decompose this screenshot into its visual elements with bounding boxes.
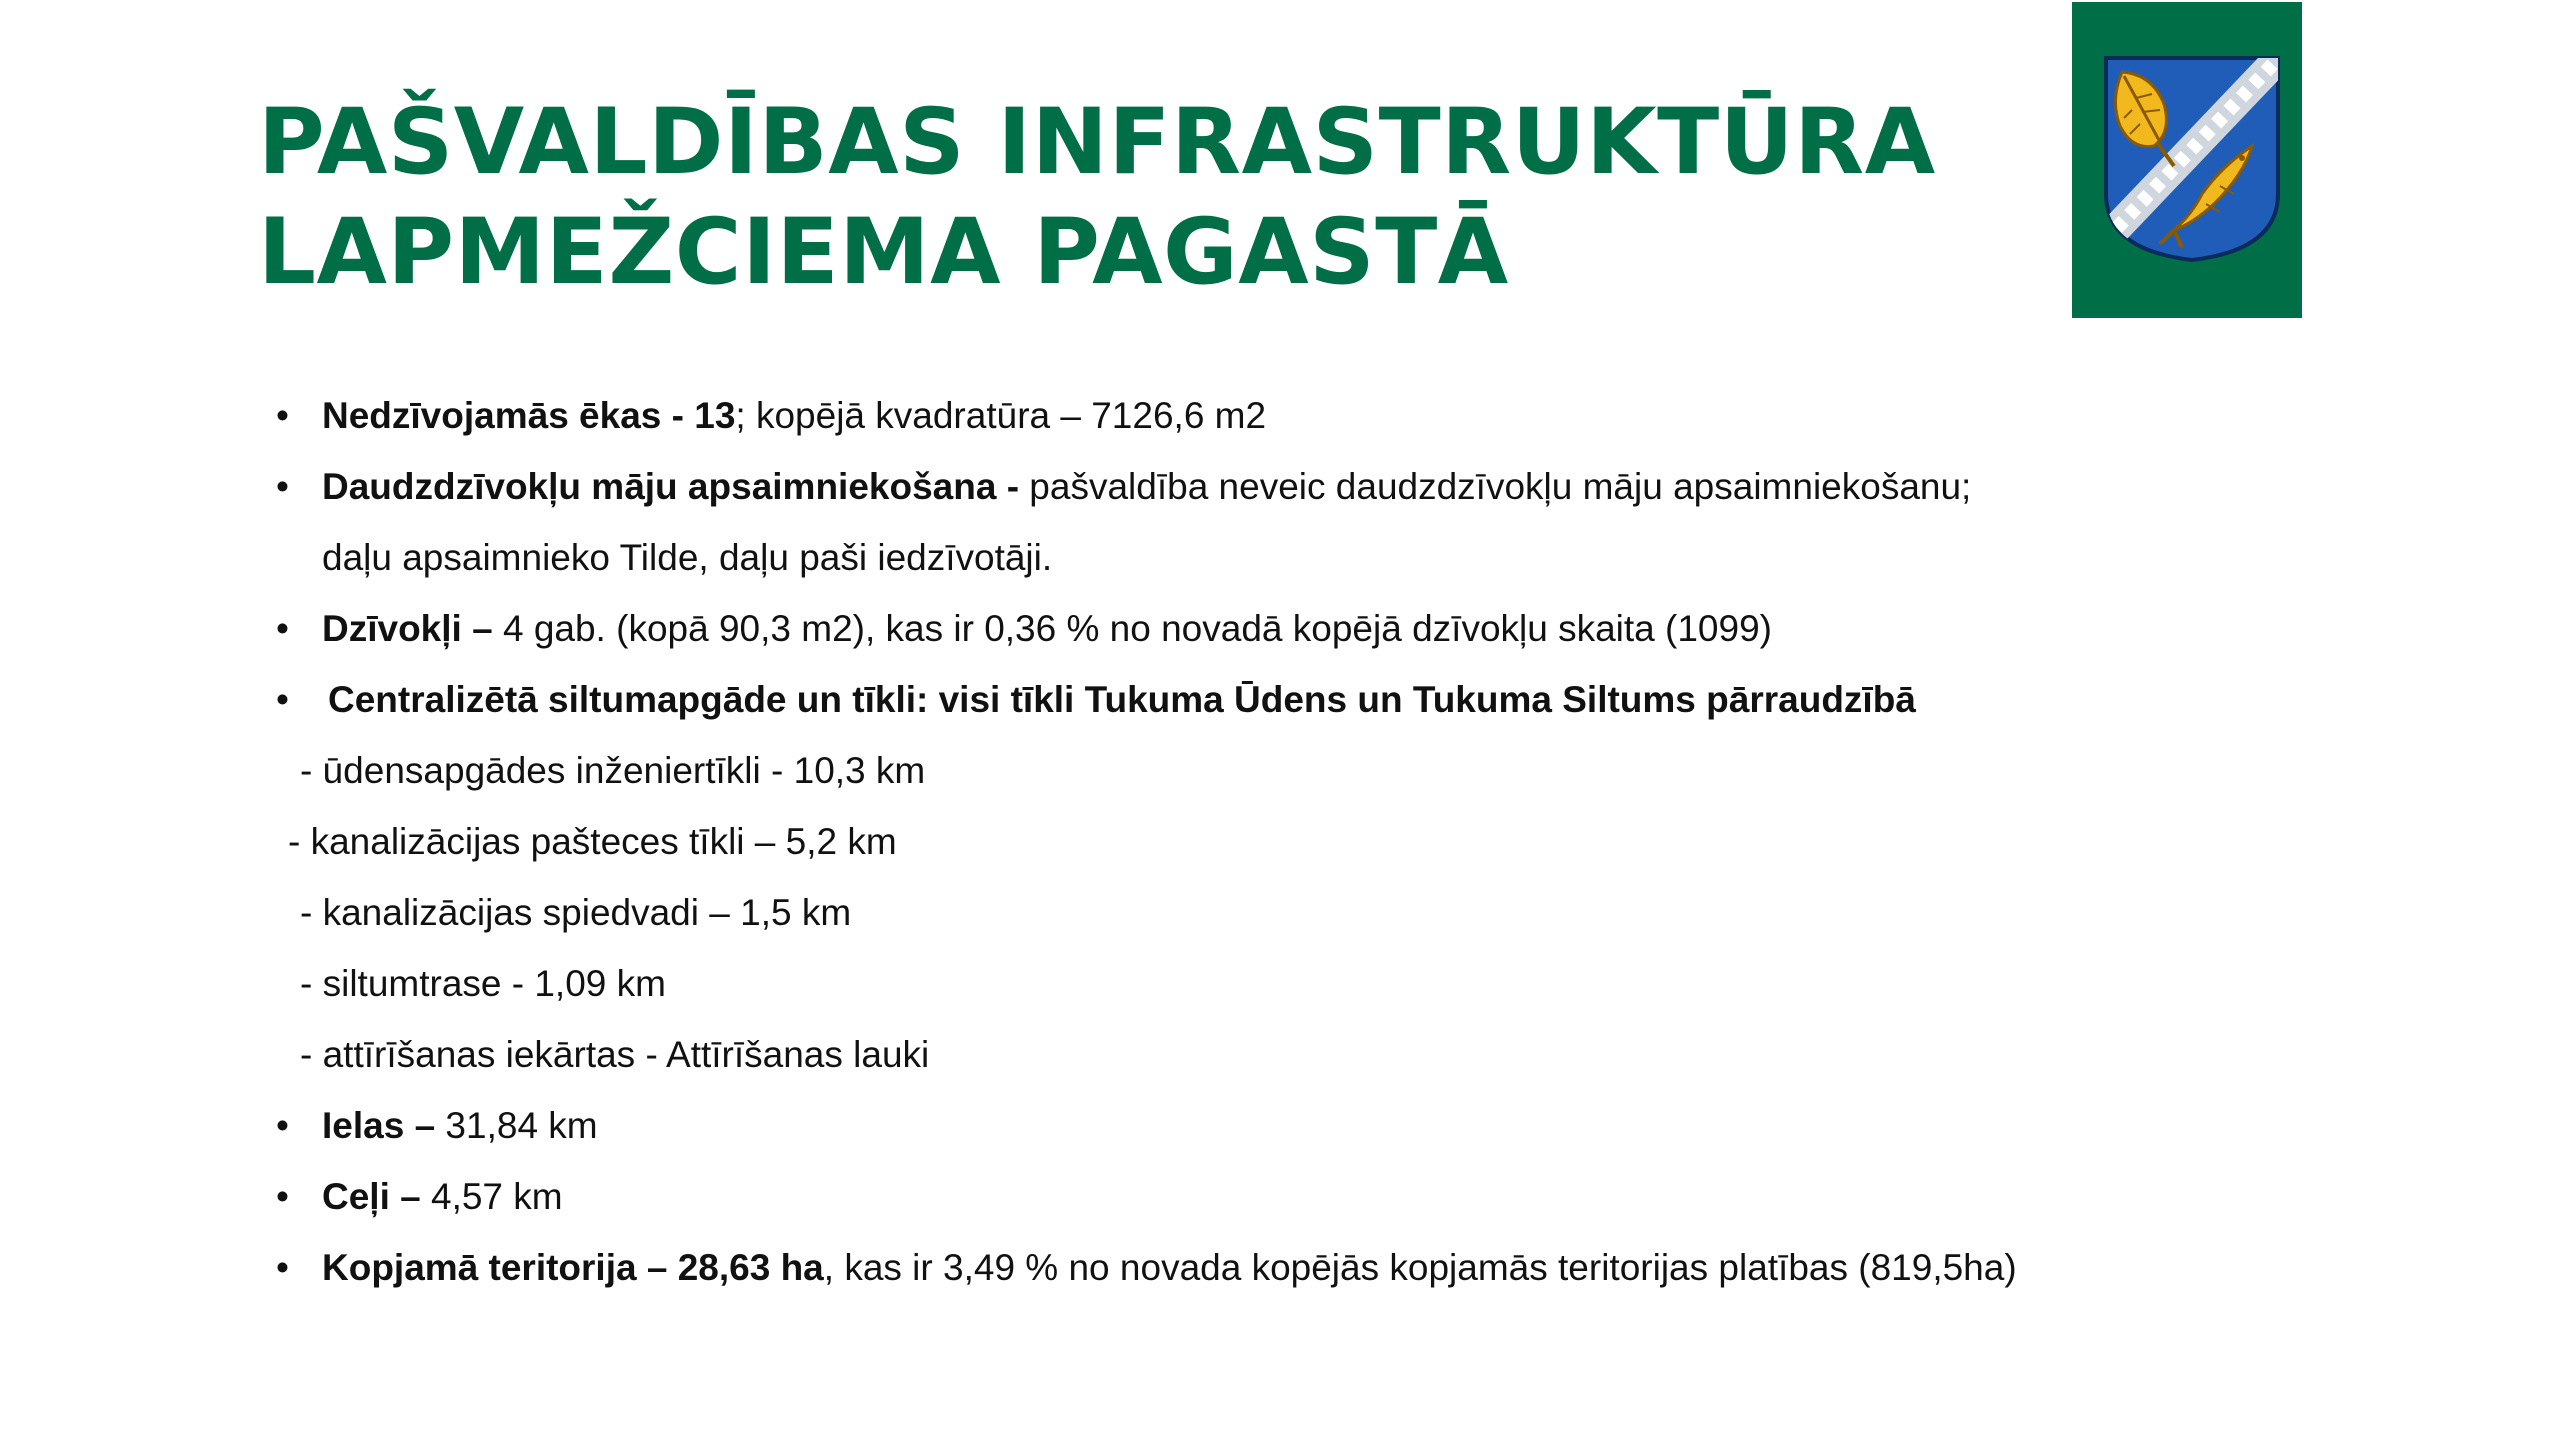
list-item: • Ielas – 31,84 km	[270, 1090, 2470, 1161]
coat-of-arms	[2072, 2, 2302, 318]
page-title	[258, 88, 1936, 308]
sub-item: - ūdensapgādes inženiertīkli - 10,3 km	[300, 750, 926, 791]
list-item: • Dzīvokļi – 4 gab. (kopā 90,3 m2), kas ir 0,36 % no novadā kopējā dzīvokļu skaita (1099)	[270, 593, 2470, 664]
list-item: • Ceļi – 4,57 km	[270, 1161, 2470, 1232]
sub-item: - attīrīšanas iekārtas - Attīrīšanas lauki	[300, 1034, 930, 1075]
sub-item: - kanalizācijas pašteces tīkli – 5,2 km	[288, 821, 897, 862]
sub-item: - siltumtrase - 1,09 km	[300, 963, 666, 1004]
list-item-continuation: daļu apsaimnieko Tilde, daļu paši iedzīvotāji.	[322, 537, 1053, 578]
sub-item: - kanalizācijas spiedvadi – 1,5 km	[300, 892, 852, 933]
infrastructure-list	[270, 380, 2470, 1303]
title-line-2: LAPMEŽCIEMA PAGASTĀ	[258, 200, 1509, 305]
list-item: • Nedzīvojamās ēkas - 13; kopējā kvadratūra – 7126,6 m2	[270, 380, 2470, 451]
list-item: • Centralizētā siltumapgāde un tīkli: visi tīkli Tukuma Ūdens un Tukuma Siltums pārraudzībā	[270, 664, 2470, 735]
list-item: • Daudzdzīvokļu māju apsaimniekošana - pašvaldība neveic daudzdzīvokļu māju apsaimniekošanu;	[270, 451, 2470, 522]
coat-of-arms-icon	[2102, 54, 2282, 264]
list-item: • Kopjamā teritorija – 28,63 ha, kas ir 3,49 % no novada kopējās kopjamās teritorijas platības (819,5ha)	[270, 1232, 2470, 1303]
title-line-1: PAŠVALDĪBAS INFRASTRUKTŪRA	[258, 90, 1936, 195]
